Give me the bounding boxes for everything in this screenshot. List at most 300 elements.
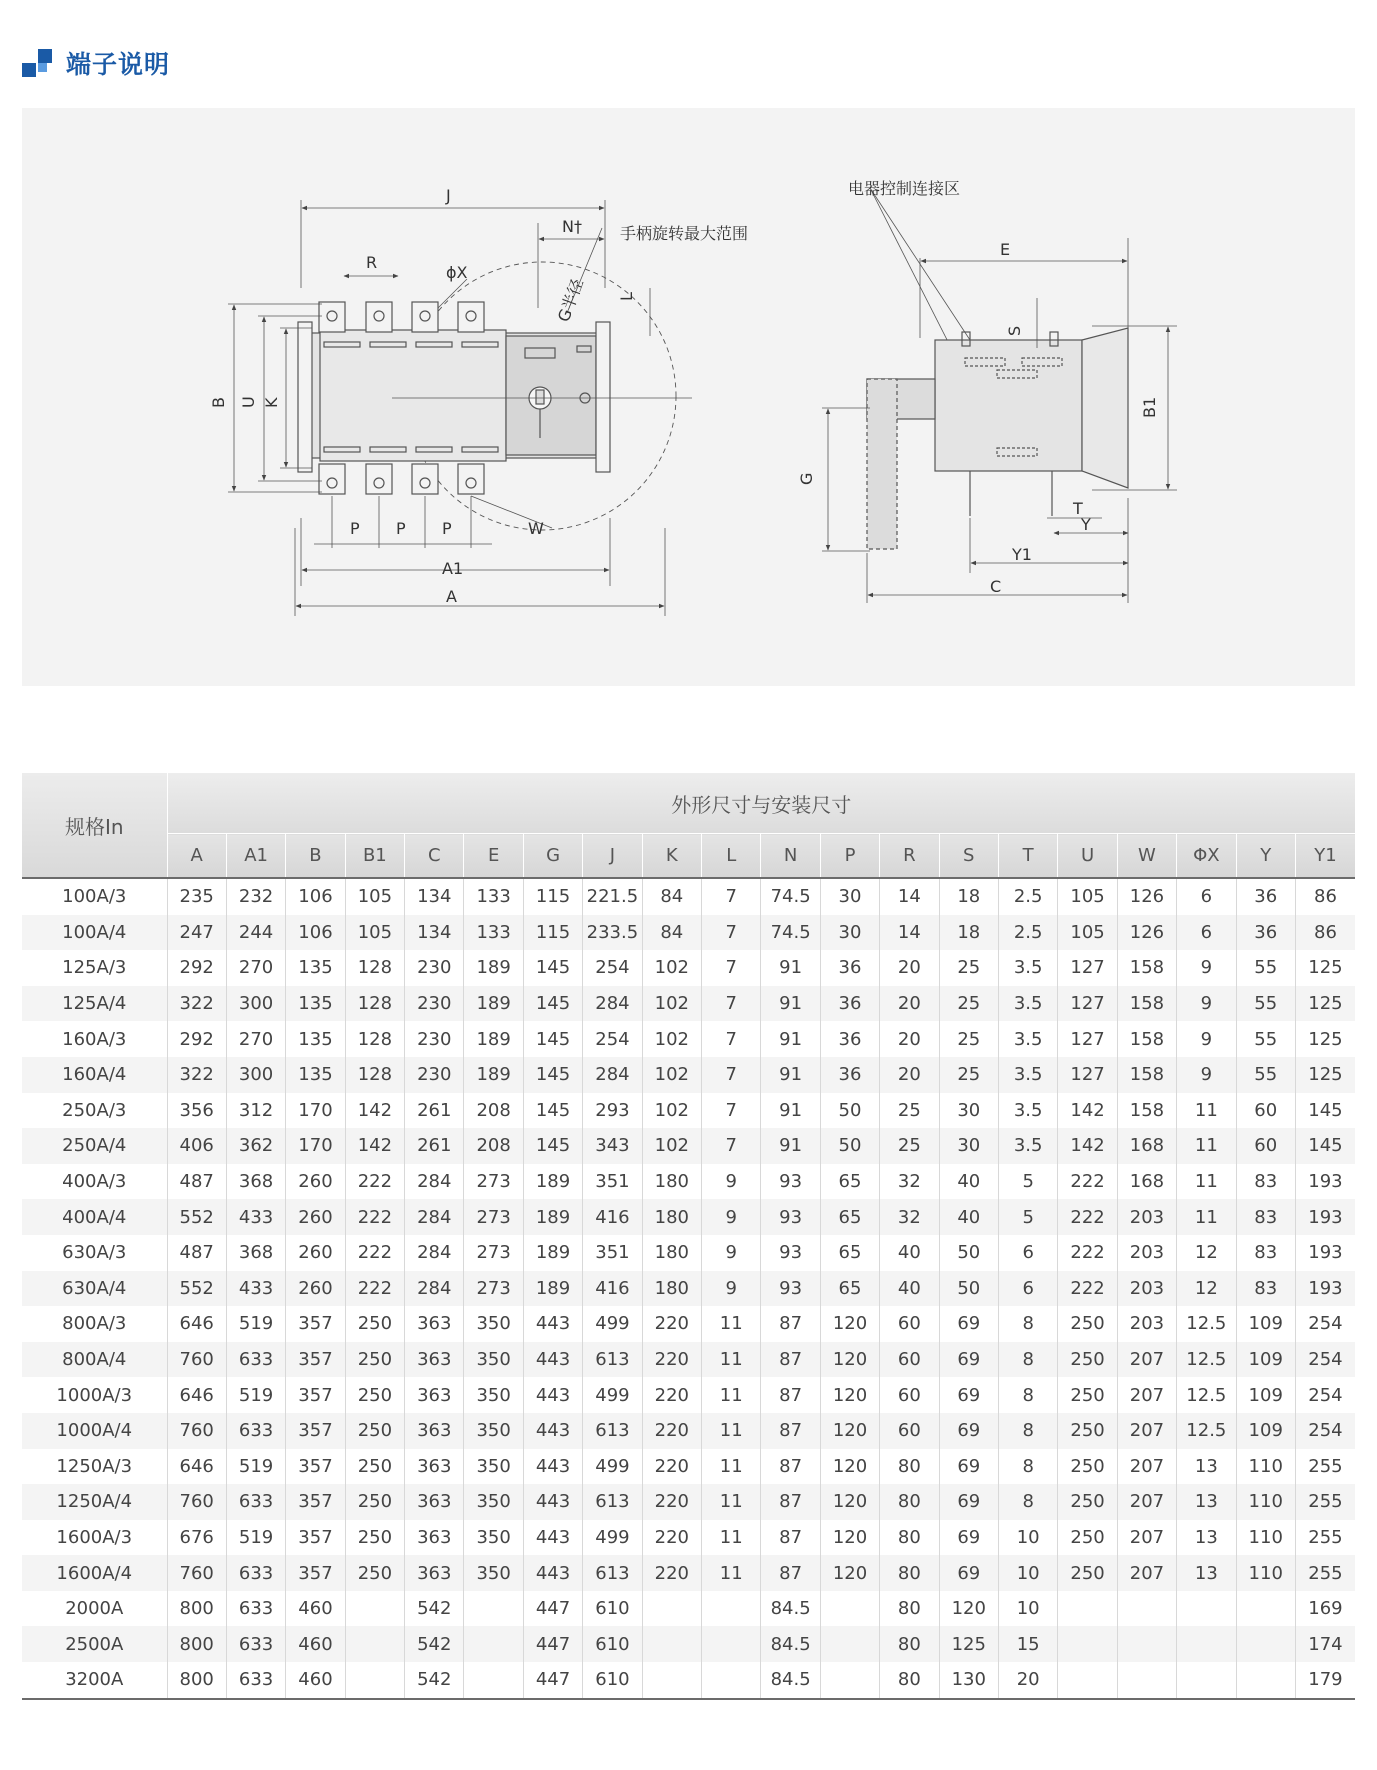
value-cell: 109 (1236, 1342, 1295, 1378)
value-cell: 87 (761, 1413, 820, 1449)
value-cell: 60 (1236, 1093, 1295, 1129)
value-cell: 6 (998, 1271, 1057, 1307)
value-cell: 193 (1295, 1271, 1355, 1307)
value-cell: 255 (1295, 1484, 1355, 1520)
value-cell: 135 (286, 950, 345, 986)
value-cell: 300 (226, 986, 285, 1022)
value-cell: 142 (345, 1128, 404, 1164)
value-cell: 14 (880, 915, 939, 951)
value-cell: 284 (583, 1057, 642, 1093)
value-cell: 220 (642, 1555, 701, 1591)
value-cell: 519 (226, 1377, 285, 1413)
table-row (22, 1591, 1355, 1627)
value-cell (1117, 1662, 1176, 1699)
value-cell: 250 (1058, 1520, 1117, 1556)
spec-cell: 630A/3 (22, 1235, 167, 1271)
value-cell: 519 (226, 1449, 285, 1485)
value-cell: 633 (226, 1413, 285, 1449)
value-cell: 7 (702, 1021, 761, 1057)
value-cell: 250 (345, 1520, 404, 1556)
value-cell: 69 (939, 1449, 998, 1485)
column-header: G (523, 834, 582, 879)
column-header: B (286, 834, 345, 879)
value-cell: 250 (1058, 1484, 1117, 1520)
value-cell: 168 (1117, 1128, 1176, 1164)
value-cell: 250 (1058, 1342, 1117, 1378)
label-L: L (617, 292, 636, 301)
value-cell: 250 (345, 1377, 404, 1413)
value-cell: 30 (820, 915, 879, 951)
value-cell: 36 (820, 986, 879, 1022)
value-cell: 180 (642, 1199, 701, 1235)
value-cell: 86 (1314, 886, 1337, 908)
value-cell: 30 (820, 878, 879, 915)
value-cell: 120 (820, 1306, 879, 1342)
value-cell: 255 (1295, 1555, 1355, 1591)
value-cell: 7 (702, 1128, 761, 1164)
value-cell: 25 (939, 986, 998, 1022)
value-cell: 105 (1058, 878, 1117, 915)
value-cell: 168 (1117, 1164, 1176, 1200)
value-cell: 447 (523, 1626, 582, 1662)
label-A: A (446, 587, 457, 606)
value-cell (464, 1662, 523, 1699)
value-cell: 69 (939, 1555, 998, 1591)
label-Y: Y (1081, 515, 1091, 534)
value-cell: 74.5 (761, 915, 820, 951)
label-U: U (239, 396, 258, 408)
column-header: Y (1236, 834, 1295, 879)
value-cell: 208 (464, 1128, 523, 1164)
spec-cell: 125A/4 (22, 986, 167, 1022)
value-cell: 128 (345, 950, 404, 986)
value-cell: 13 (1177, 1520, 1236, 1556)
spec-cell: 800A/4 (22, 1342, 167, 1378)
label-J: J (446, 186, 451, 205)
value-cell: 60 (1236, 1128, 1295, 1164)
value-cell: 220 (642, 1342, 701, 1378)
spec-cell: 1250A/4 (22, 1484, 167, 1520)
value-cell: 18 (939, 915, 998, 951)
value-cell: 222 (345, 1199, 404, 1235)
label-N: N† (562, 217, 582, 236)
value-cell: 254 (1295, 1413, 1355, 1449)
value-cell: 261 (405, 1128, 464, 1164)
value-cell: 235 (167, 878, 226, 915)
value-cell: 83 (1236, 1199, 1295, 1235)
value-cell: 145 (523, 950, 582, 986)
value-cell: 357 (286, 1484, 345, 1520)
value-cell: 232 (226, 878, 285, 915)
value-cell (820, 1662, 879, 1699)
value-cell: 133 (464, 915, 523, 951)
value-cell: 120 (820, 1449, 879, 1485)
spec-cell: 630A/4 (22, 1271, 167, 1307)
value-cell: 145 (523, 1093, 582, 1129)
value-cell: 260 (286, 1271, 345, 1307)
value-cell: 3.5 (998, 950, 1057, 986)
value-cell: 13 (1177, 1449, 1236, 1485)
value-cell: 125 (1308, 1028, 1343, 1050)
value-cell: 128 (345, 1057, 404, 1093)
value-cell: 83 (1236, 1235, 1295, 1271)
spec-cell: 1000A/4 (22, 1413, 167, 1449)
value-cell: 87 (761, 1449, 820, 1485)
value-cell: 60 (880, 1306, 939, 1342)
spec-cell: 800A/3 (22, 1306, 167, 1342)
value-cell: 368 (226, 1164, 285, 1200)
value-cell: 102 (642, 950, 701, 986)
value-cell: 284 (405, 1199, 464, 1235)
value-cell: 109 (1236, 1306, 1295, 1342)
value-cell: 12 (1177, 1271, 1236, 1307)
value-cell: 250 (345, 1449, 404, 1485)
value-cell: 50 (820, 1093, 879, 1129)
value-cell: 350 (464, 1413, 523, 1449)
value-cell: 11 (702, 1484, 761, 1520)
value-cell: 2.5 (998, 878, 1057, 915)
value-cell: 7 (702, 986, 761, 1022)
table-row (22, 1199, 1355, 1235)
value-cell: 40 (880, 1271, 939, 1307)
value-cell: 613 (583, 1555, 642, 1591)
value-cell: 170 (286, 1128, 345, 1164)
value-cell: 189 (523, 1235, 582, 1271)
value-cell: 542 (405, 1662, 464, 1699)
value-cell: 322 (167, 986, 226, 1022)
value-cell: 220 (642, 1449, 701, 1485)
value-cell: 8 (998, 1306, 1057, 1342)
column-header: A1 (226, 834, 285, 879)
value-cell: 11 (702, 1449, 761, 1485)
value-cell: 180 (642, 1235, 701, 1271)
value-cell: 125 (939, 1626, 998, 1662)
value-cell: 6 (1177, 915, 1236, 951)
column-header: K (642, 834, 701, 879)
value-cell: 11 (702, 1520, 761, 1556)
value-cell: 254 (1308, 1313, 1343, 1335)
value-cell: 20 (880, 950, 939, 986)
value-cell: 65 (820, 1199, 879, 1235)
table-row (22, 1164, 1355, 1200)
value-cell: 357 (286, 1413, 345, 1449)
value-cell: 40 (939, 1164, 998, 1200)
value-cell: 10 (998, 1555, 1057, 1591)
value-cell: 273 (464, 1235, 523, 1271)
value-cell: 134 (405, 915, 464, 951)
value-cell: 247 (167, 915, 226, 951)
value-cell: 443 (523, 1413, 582, 1449)
value-cell: 222 (1058, 1164, 1117, 1200)
value-cell: 25 (880, 1093, 939, 1129)
table-row (22, 1306, 1355, 1342)
value-cell: 350 (464, 1377, 523, 1413)
value-cell: 125 (1295, 1057, 1355, 1093)
value-cell: 487 (167, 1164, 226, 1200)
value-cell: 91 (761, 1021, 820, 1057)
value-cell: 110 (1236, 1520, 1295, 1556)
value-cell: 9 (1177, 950, 1236, 986)
column-header: P (820, 834, 879, 879)
value-cell: 189 (523, 1199, 582, 1235)
value-cell: 65 (820, 1271, 879, 1307)
value-cell: 222 (1058, 1271, 1117, 1307)
value-cell: 65 (820, 1235, 879, 1271)
value-cell: 363 (405, 1342, 464, 1378)
value-cell: 55 (1236, 1057, 1295, 1093)
value-cell: 84 (642, 915, 701, 951)
value-cell: 60 (880, 1342, 939, 1378)
value-cell: 207 (1117, 1342, 1176, 1378)
value-cell: 633 (226, 1342, 285, 1378)
value-cell: 84 (642, 878, 701, 915)
value-cell: 676 (167, 1520, 226, 1556)
label-phiX: ϕX (446, 263, 468, 282)
value-cell: 220 (642, 1520, 701, 1556)
spec-cell: 3200A (22, 1662, 167, 1699)
value-cell: 102 (642, 1057, 701, 1093)
value-cell: 80 (880, 1626, 939, 1662)
value-cell: 760 (167, 1484, 226, 1520)
value-cell (1177, 1662, 1236, 1699)
value-cell: 230 (405, 950, 464, 986)
value-cell: 110 (1236, 1555, 1295, 1591)
value-cell: 125 (1308, 957, 1343, 979)
value-cell: 115 (523, 915, 582, 951)
value-cell: 443 (523, 1377, 582, 1413)
spec-cell: 125A/3 (22, 950, 167, 986)
value-cell: 55 (1236, 1021, 1295, 1057)
value-cell: 134 (405, 878, 464, 915)
brand-squares-icon (22, 47, 54, 79)
value-cell: 254 (1295, 1342, 1355, 1378)
table-row (22, 1342, 1355, 1378)
value-cell: 6 (998, 1235, 1057, 1271)
table-row (22, 1021, 1355, 1057)
value-cell: 7 (702, 1057, 761, 1093)
value-cell: 222 (345, 1235, 404, 1271)
value-cell: 11 (702, 1413, 761, 1449)
value-cell: 145 (523, 1021, 582, 1057)
value-cell: 11 (1177, 1164, 1236, 1200)
value-cell: 11 (1177, 1093, 1236, 1129)
value-cell: 180 (642, 1164, 701, 1200)
value-cell: 120 (820, 1342, 879, 1378)
value-cell: 233.5 (583, 915, 642, 951)
value-cell: 3.5 (998, 1057, 1057, 1093)
value-cell: 300 (226, 1057, 285, 1093)
value-cell: 36 (820, 1021, 879, 1057)
value-cell: 55 (1236, 986, 1295, 1022)
value-cell: 7 (702, 915, 761, 951)
value-cell: 65 (820, 1164, 879, 1200)
dimension-drawing (22, 108, 1355, 686)
value-cell: 69 (939, 1520, 998, 1556)
value-cell: 351 (583, 1164, 642, 1200)
value-cell: 222 (345, 1164, 404, 1200)
value-cell: 433 (226, 1199, 285, 1235)
value-cell: 443 (523, 1555, 582, 1591)
value-cell: 633 (226, 1484, 285, 1520)
value-cell (820, 1591, 879, 1627)
value-cell: 362 (226, 1128, 285, 1164)
value-cell: 8 (998, 1449, 1057, 1485)
value-cell: 189 (464, 950, 523, 986)
value-cell: 180 (642, 1271, 701, 1307)
column-header: S (939, 834, 998, 879)
value-cell: 193 (1295, 1199, 1355, 1235)
value-cell: 84.5 (761, 1662, 820, 1699)
value-cell: 760 (167, 1555, 226, 1591)
value-cell: 270 (226, 1021, 285, 1057)
value-cell: 250 (345, 1342, 404, 1378)
table-row (22, 1377, 1355, 1413)
value-cell: 363 (405, 1413, 464, 1449)
value-cell: 343 (583, 1128, 642, 1164)
value-cell: 50 (820, 1128, 879, 1164)
spec-cell: 1600A/4 (22, 1555, 167, 1591)
value-cell: 3.5 (998, 1128, 1057, 1164)
value-cell: 357 (286, 1449, 345, 1485)
label-P3: P (442, 519, 452, 538)
value-cell: 120 (820, 1520, 879, 1556)
value-cell: 443 (523, 1520, 582, 1556)
value-cell: 158 (1117, 1093, 1176, 1129)
value-cell: 145 (1295, 1128, 1355, 1164)
value-cell: 105 (1058, 915, 1117, 951)
value-cell: 20 (880, 1021, 939, 1057)
value-cell: 208 (464, 1093, 523, 1129)
value-cell: 110 (1236, 1484, 1295, 1520)
value-cell: 542 (405, 1591, 464, 1627)
value-cell (702, 1591, 761, 1627)
table-row (22, 1449, 1355, 1485)
value-cell: 60 (880, 1377, 939, 1413)
value-cell: 93 (761, 1271, 820, 1307)
value-cell: 50 (939, 1235, 998, 1271)
value-cell: 69 (939, 1377, 998, 1413)
column-header: W (1117, 834, 1176, 879)
value-cell: 189 (464, 1057, 523, 1093)
value-cell: 433 (226, 1271, 285, 1307)
value-cell: 499 (583, 1449, 642, 1485)
value-cell: 613 (583, 1484, 642, 1520)
value-cell: 127 (1058, 986, 1117, 1022)
column-header-row (22, 834, 1355, 879)
value-cell: 207 (1117, 1555, 1176, 1591)
value-cell: 646 (167, 1377, 226, 1413)
value-cell: 109 (1236, 1413, 1295, 1449)
column-header: N (761, 834, 820, 879)
value-cell: 20 (998, 1662, 1057, 1699)
value-cell: 447 (523, 1591, 582, 1627)
group-header: 外形尺寸与安装尺寸 (167, 773, 1355, 834)
value-cell: 207 (1117, 1449, 1176, 1485)
column-header: ΦX (1177, 834, 1236, 879)
value-cell: 80 (880, 1555, 939, 1591)
value-cell (702, 1626, 761, 1662)
value-cell: 128 (345, 986, 404, 1022)
value-cell: 145 (1308, 1099, 1343, 1121)
value-cell: 50 (939, 1271, 998, 1307)
table-row (22, 986, 1355, 1022)
value-cell: 260 (286, 1199, 345, 1235)
value-cell: 145 (523, 1057, 582, 1093)
column-header: B1 (345, 834, 404, 879)
value-cell (464, 1591, 523, 1627)
value-cell: 254 (583, 1021, 642, 1057)
value-cell: 10 (998, 1591, 1057, 1627)
value-cell: 93 (761, 1199, 820, 1235)
value-cell: 8 (998, 1413, 1057, 1449)
value-cell: 2.5 (998, 915, 1057, 951)
value-cell: 255 (1308, 1455, 1343, 1477)
value-cell: 11 (702, 1306, 761, 1342)
label-T: T (1073, 499, 1083, 518)
value-cell: 270 (226, 950, 285, 986)
value-cell: 87 (761, 1377, 820, 1413)
value-cell: 230 (405, 1057, 464, 1093)
value-cell: 18 (939, 878, 998, 915)
value-cell: 9 (702, 1235, 761, 1271)
value-cell: 350 (464, 1484, 523, 1520)
table-row (22, 878, 1355, 915)
value-cell: 220 (642, 1306, 701, 1342)
value-cell: 6 (1177, 878, 1236, 915)
value-cell (345, 1662, 404, 1699)
value-cell: 158 (1117, 1021, 1176, 1057)
spec-cell: 1600A/3 (22, 1520, 167, 1556)
table-body (22, 878, 1355, 1699)
value-cell: 244 (226, 915, 285, 951)
value-cell: 11 (702, 1342, 761, 1378)
value-cell: 363 (405, 1520, 464, 1556)
value-cell: 250 (345, 1555, 404, 1591)
value-cell: 11 (1177, 1128, 1236, 1164)
value-cell: 203 (1117, 1271, 1176, 1307)
table-row (22, 1128, 1355, 1164)
value-cell (820, 1626, 879, 1662)
value-cell: 250 (1058, 1306, 1117, 1342)
value-cell: 9 (1177, 1021, 1236, 1057)
value-cell: 189 (464, 1021, 523, 1057)
table-row (22, 1093, 1355, 1129)
value-cell: 633 (226, 1626, 285, 1662)
value-cell: 443 (523, 1342, 582, 1378)
column-header: R (880, 834, 939, 879)
value-cell: 91 (761, 1093, 820, 1129)
value-cell: 83 (1236, 1164, 1295, 1200)
section-title: 端子说明 (66, 50, 171, 79)
value-cell: 69 (939, 1413, 998, 1449)
value-cell (642, 1626, 701, 1662)
value-cell: 179 (1295, 1662, 1355, 1699)
table-row (22, 1271, 1355, 1307)
value-cell (1236, 1662, 1295, 1699)
value-cell: 443 (523, 1449, 582, 1485)
value-cell: 207 (1117, 1377, 1176, 1413)
spec-cell: 1250A/3 (22, 1449, 167, 1485)
value-cell: 120 (820, 1413, 879, 1449)
spec-cell: 2000A (22, 1591, 167, 1627)
value-cell (642, 1591, 701, 1627)
value-cell: 363 (405, 1449, 464, 1485)
value-cell: 36 (1236, 878, 1295, 915)
spec-cell: 160A/4 (22, 1057, 167, 1093)
value-cell: 646 (167, 1306, 226, 1342)
value-cell: 142 (345, 1093, 404, 1129)
value-cell: 368 (226, 1235, 285, 1271)
